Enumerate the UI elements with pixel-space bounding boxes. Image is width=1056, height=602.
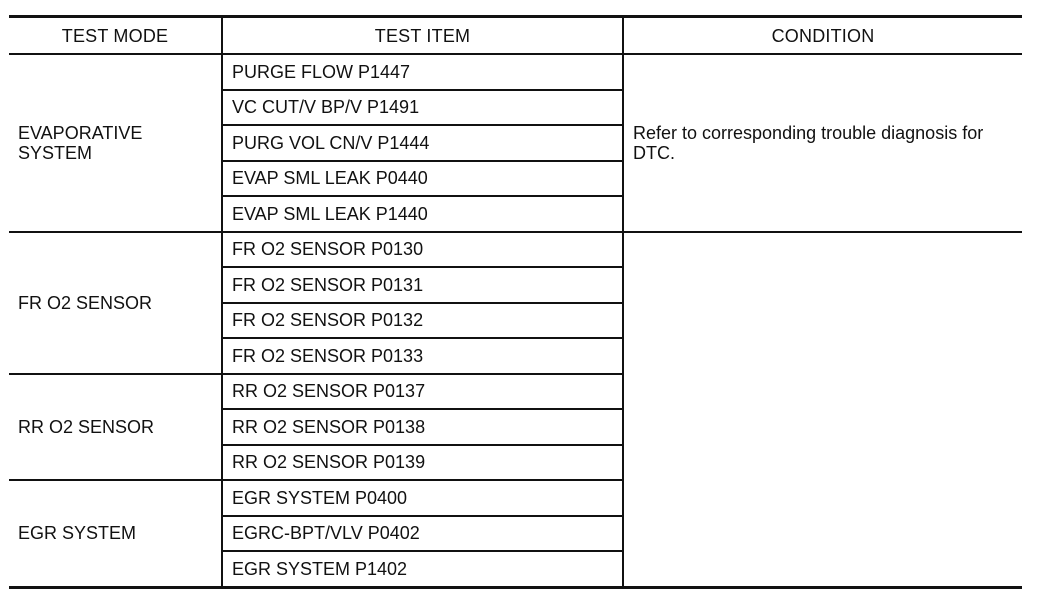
table-row: [9, 480, 1022, 516]
test-item-cell: EVAP SML LEAK P1440: [222, 196, 623, 232]
test-item-cell: FR O2 SENSOR P0133: [222, 338, 623, 374]
test-item-cell: FR O2 SENSOR P0130: [222, 232, 623, 268]
test-mode-cell: [9, 54, 222, 232]
test-mode-label: RR O2 SENSOR: [18, 416, 155, 437]
test-mode-label: EVAPORATIVE SYSTEM: [18, 122, 143, 163]
table-row: [9, 374, 1022, 410]
test-item-cell: EGR SYSTEM P0400: [222, 480, 623, 516]
test-item-cell: EGRC-BPT/VLV P0402: [222, 516, 623, 552]
test-item-cell: PURG VOL CN/V P1444: [222, 125, 623, 161]
test-item-cell: EVAP SML LEAK P0440: [222, 161, 623, 197]
test-mode-cell: [9, 480, 222, 587]
test-item-cell: FR O2 SENSOR P0132: [222, 303, 623, 339]
test-item-cell: RR O2 SENSOR P0138: [222, 409, 623, 445]
test-item-cell: VC CUT/V BP/V P1491: [222, 90, 623, 126]
group-egr-system: [9, 480, 1022, 587]
dtc-test-table: [9, 15, 1022, 589]
header-test-mode: TEST MODE: [9, 17, 222, 55]
group-evaporative-system: [9, 54, 1022, 232]
test-item-cell: RR O2 SENSOR P0139: [222, 445, 623, 481]
header-row: [9, 17, 1022, 55]
test-item-cell: RR O2 SENSOR P0137: [222, 374, 623, 410]
test-mode-cell: [9, 232, 222, 374]
table-row: [9, 54, 1022, 90]
test-mode-label: FR O2 SENSOR: [18, 292, 153, 313]
test-item-cell: FR O2 SENSOR P0131: [222, 267, 623, 303]
group-rr-o2-sensor: [9, 374, 1022, 481]
test-mode-label: EGR SYSTEM: [18, 523, 137, 544]
header-condition: CONDITION: [623, 17, 1022, 55]
table-row: [9, 232, 1022, 268]
condition-cell: Refer to corresponding trouble diagnosis for DTC.: [623, 54, 1022, 232]
test-mode-cell: [9, 374, 222, 481]
group-fr-o2-sensor: [9, 232, 1022, 374]
test-item-cell: EGR SYSTEM P1402: [222, 551, 623, 587]
test-item-cell: PURGE FLOW P1447: [222, 54, 623, 90]
header-test-item: TEST ITEM: [222, 17, 623, 55]
